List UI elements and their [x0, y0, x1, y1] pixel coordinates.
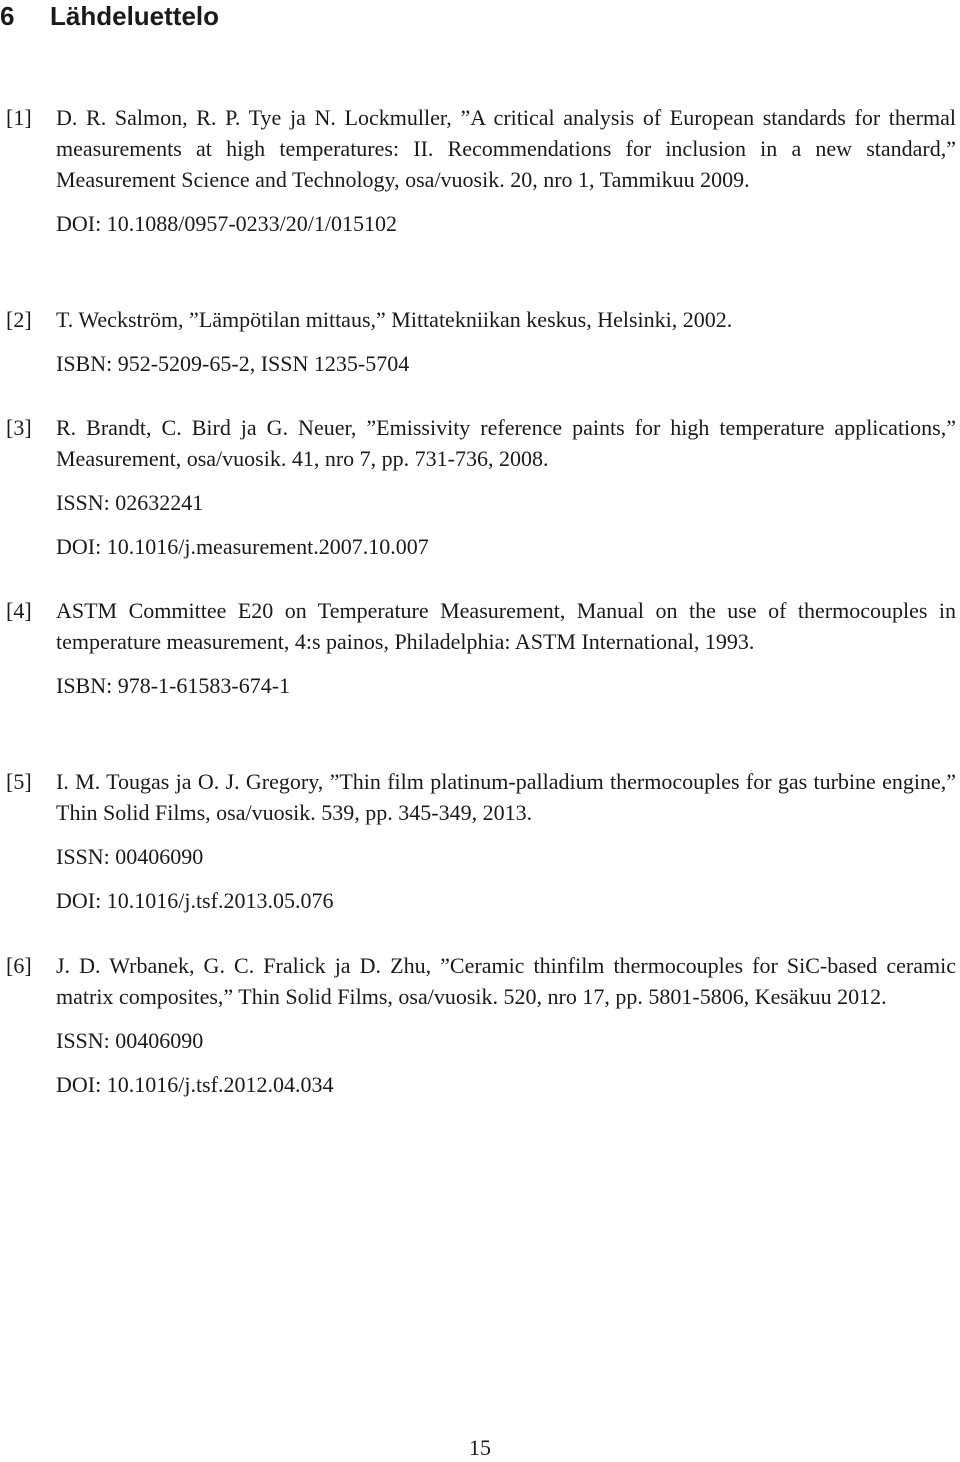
reference-citation: ASTM Committee E20 on Temperature Measurement, Manual on the use of thermocouples in temperature measurement, 4:s painos, Philadelphia: ASTM International, 1993. — [56, 598, 956, 654]
reference-label: [2] — [6, 307, 32, 332]
reference-entry-4 — [0, 595, 956, 701]
reference-entry-1 — [0, 102, 956, 239]
reference-doi: DOI: 10.1016/j.tsf.2013.05.076 — [56, 888, 334, 913]
reference-isbn-issn: ISBN: 952-5209-65-2, ISSN 1235-5704 — [56, 351, 410, 376]
reference-isbn: ISBN: 978-1-61583-674-1 — [56, 673, 291, 698]
reference-label: [4] — [6, 598, 32, 623]
page-number: 15 — [469, 1435, 491, 1460]
reference-issn: ISSN: 00406090 — [56, 1028, 204, 1053]
reference-citation: J. D. Wrbanek, G. C. Fralick ja D. Zhu, ”Ceramic thinfilm thermocouples for SiC-based ceramic matrix composites,” Thin Solid Films, osa/vuosik. 520, nro 17, pp. 5801-5806, Kesäkuu 2012. — [56, 953, 956, 1009]
reference-entry-6 — [0, 950, 956, 1100]
reference-doi: DOI: 10.1016/j.tsf.2012.04.034 — [56, 1072, 334, 1097]
reference-citation: D. R. Salmon, R. P. Tye ja N. Lockmuller, ”A critical analysis of European standards for thermal measurements at high temperatures: II. Recommendations for inclusion in a new standard,” Measurement Science and Technology, osa/vuosik. 20, nro 1, Tammikuu 2009. — [56, 105, 956, 192]
reference-label: [5] — [6, 769, 32, 794]
section-title: Lähdeluettelo — [50, 1, 220, 31]
reference-entry-3 — [0, 412, 956, 562]
reference-issn: ISSN: 02632241 — [56, 490, 204, 515]
reference-label: [3] — [6, 415, 32, 440]
reference-label: [6] — [6, 953, 32, 978]
reference-entry-2 — [0, 304, 956, 379]
reference-entry-5 — [0, 766, 956, 916]
reference-doi: DOI: 10.1088/0957-0233/20/1/015102 — [56, 211, 397, 236]
section-heading — [0, 0, 219, 32]
reference-doi: DOI: 10.1016/j.measurement.2007.10.007 — [56, 534, 429, 559]
reference-label: [1] — [6, 105, 32, 130]
reference-citation: R. Brandt, C. Bird ja G. Neuer, ”Emissivity reference paints for high temperature applications,” Measurement, osa/vuosik. 41, nro 7, pp. 731-736, 2008. — [56, 415, 956, 471]
reference-citation: I. M. Tougas ja O. J. Gregory, ”Thin film platinum-palladium thermocouples for gas turbine engine,” Thin Solid Films, osa/vuosik. 539, pp. 345-349, 2013. — [56, 769, 956, 825]
section-number: 6 — [0, 1, 15, 31]
reference-citation: T. Weckström, ”Lämpötilan mittaus,” Mittatekniikan keskus, Helsinki, 2002. — [56, 307, 733, 332]
reference-issn: ISSN: 00406090 — [56, 844, 204, 869]
